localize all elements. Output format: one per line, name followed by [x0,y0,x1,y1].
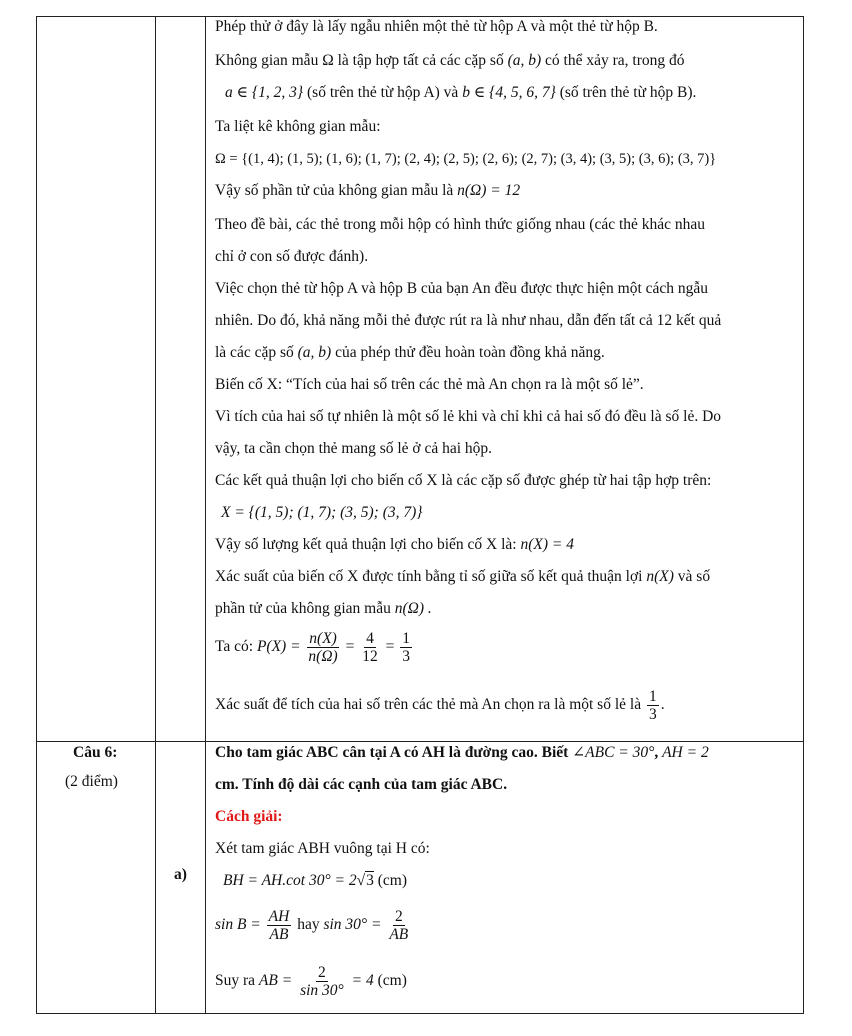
event-set-formula: X = {(1, 5); (1, 7); (3, 5); (3, 7)} [221,504,423,521]
text-line: Xét tam giác ABH vuông tại H có: [215,840,430,857]
sample-space-formula: Ω = {(1, 4); (1, 5); (1, 6); (1, 7); (2, 4); (2, 5); (2, 6); (2, 7); (3, 4); (3, 5); (3, 6); (3, 7)} [215,151,717,167]
text-line: nhiên. Do đó, khả năng mỗi thẻ được rút ra là như nhau, dẫn đến tất cả 12 kết quả [215,312,722,329]
column-divider-2 [205,17,206,1013]
text-line: là các cặp số (a, b) của phép thử đều hoàn toàn đồng khả năng. [215,344,605,361]
part-label: a) [174,866,187,883]
fraction: $\frac{1}{3}$ [402,629,410,665]
sin-formula: sin B = $\frac{AH}{AB}$ hay sin 30° = $\frac{2}{AB}$ [215,907,409,943]
text-line: phần tử của không gian mẫu n(Ω) . [215,600,432,617]
text-line: Vậy số phần tử của không gian mẫu là n(Ω) = 12 [215,182,521,199]
fraction: $\frac{1}{3}$ [648,687,657,723]
probability-formula: Ta có: P(X) = $\frac{n(X)}{n(\Omega)}$ = $\frac{4}{12}$ = $\frac{1}{3}$ [215,629,410,665]
text-line: vậy, ta cần chọn thẻ mang số lẻ ở cả hai hộp. [215,440,493,457]
bh-formula: BH = AH.cot 30° = 2√3 (cm) [223,872,408,889]
text-line: Việc chọn thẻ từ hộp A và hộp B của bạn An đều được thực hiện một cách ngẫu [215,280,709,297]
text-line: chỉ ở con số được đánh). [215,248,369,265]
fraction: $\frac{2}{\sin 30^\circ}$ [300,963,344,999]
method-heading: Cách giải: [215,808,283,825]
text-line: Ta liệt kê không gian mẫu: [215,118,381,135]
fraction: $\frac{AH}{AB}$ [268,907,290,943]
text-line: Các kết quả thuận lợi cho biến cố X là các cặp số được ghép từ hai tập hợp trên: [215,472,712,489]
fraction: $\frac{n(X)}{n(\Omega)}$ [308,629,338,665]
text-line: Vậy số lượng kết quả thuận lợi cho biến cố X là: n(X) = 4 [215,536,574,553]
conclusion-line: Xác suất để tích của hai số trên các thẻ mà An chọn ra là một số lẻ là $\frac{1}{3}$ . [215,687,665,723]
solution-table [36,16,804,1014]
fraction: $\frac{2}{AB}$ [389,907,409,943]
text-line: Phép thử ở đây là lấy ngẫu nhiên một thẻ từ hộp A và một thẻ từ hộp B. [215,18,658,35]
text-line: Theo đề bài, các thẻ trong mỗi hộp có hình thức giống nhau (các thẻ khác nhau [215,216,706,233]
fraction: $\frac{4}{12}$ [362,629,378,665]
ab-formula: Suy ra AB = $\frac{2}{\sin 30^\circ}$ = 4 (cm) [215,963,407,999]
question-label: Câu 6: [73,744,118,761]
text-line: a ∈ {1, 2, 3} (số trên thẻ từ hộp A) và b ∈ {4, 5, 6, 7} (số trên thẻ từ hộp B). [225,84,697,101]
text-line: Biến cố X: “Tích của hai số trên các thẻ mà An chọn ra là một số lẻ”. [215,376,644,393]
text-line: Vì tích của hai số tự nhiên là một số lẻ khi và chỉ khi cả hai số đó đều là số lẻ. Do [215,408,722,425]
column-divider-1 [155,17,156,1013]
question-points: (2 điểm) [65,773,118,790]
text-line: Không gian mẫu Ω là tập hợp tất cả các cặp số (a, b) có thể xảy ra, trong đó [215,52,685,69]
text-line: Xác suất của biến cố X được tính bằng tỉ số giữa số kết quả thuận lợi n(X) và số [215,568,711,585]
row-divider [37,741,803,742]
question-text: Cho tam giác ABC cân tại A có AH là đường cao. Biết ∠ABC = 30°, AH = 2 [215,744,709,761]
question-text: cm. Tính độ dài các cạnh của tam giác ABC. [215,776,508,793]
